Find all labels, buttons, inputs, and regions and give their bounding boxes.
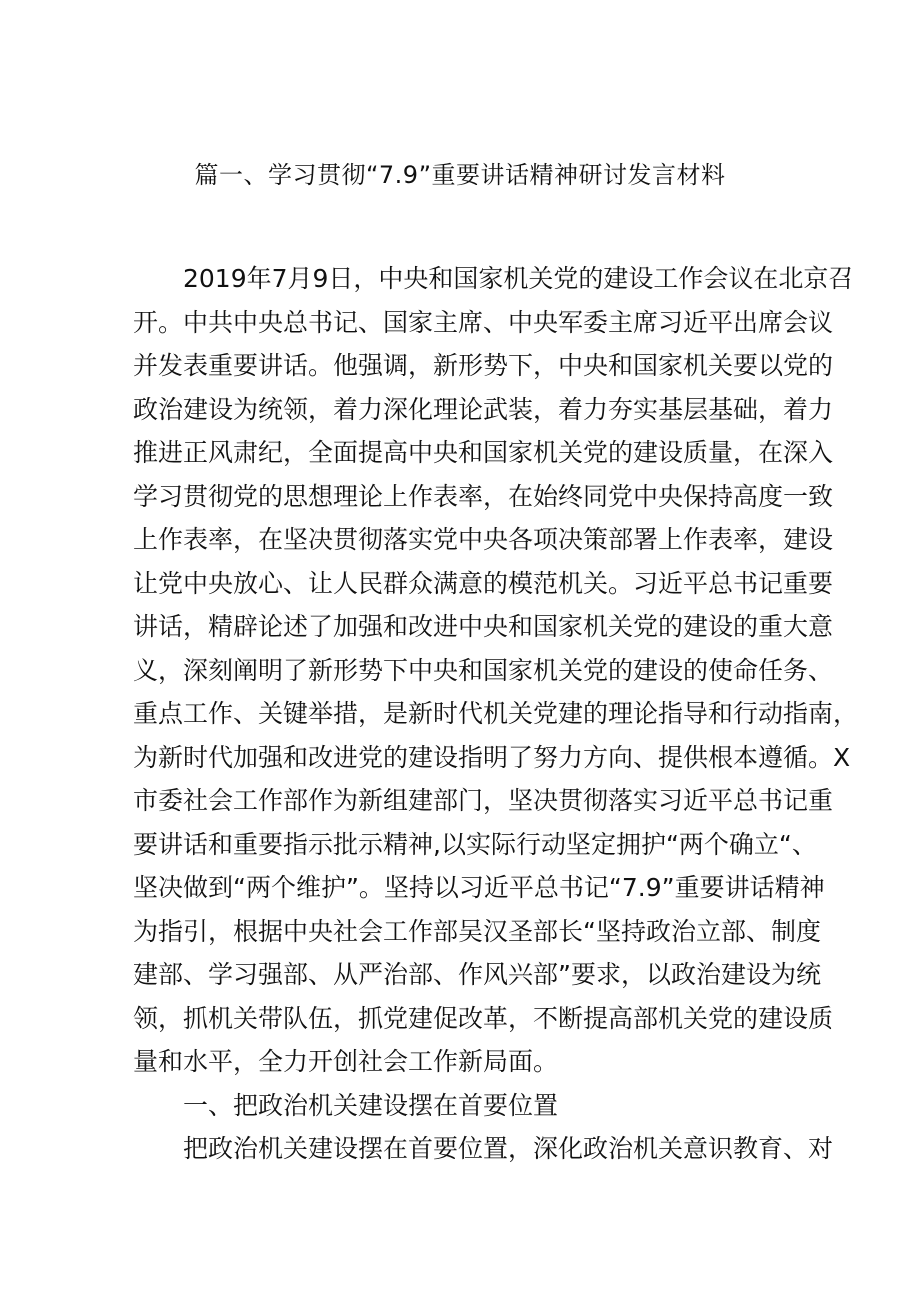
paragraph-line: 义，深刻阐明了新形势下中央和国家机关党的建设的使命任务、 (133, 655, 834, 685)
paragraph-line: 为新时代加强和改进党的建设指明了努力方向、提供根本遵循。X (133, 742, 851, 772)
paragraph-line: 坚决做到“两个维护”。坚持以习近平总书记“7.9”重要讲话精神 (133, 873, 825, 902)
document-title: 篇一、学习贯彻“7.9”重要讲话精神研讨发言材料 (194, 161, 726, 189)
paragraph-line: 推进正风肃纪，全面提高中央和国家机关党的建设质量，在深入 (133, 438, 834, 467)
paragraph-line: 上作表率，在坚决贯彻落实党中央各项决策部署上作表率，建设 (133, 525, 834, 554)
document-body (133, 257, 859, 1171)
paragraph-line: 领，抓机关带队伍，抓党建促改革，不断提高部机关党的建设质 (133, 1003, 834, 1033)
paragraph-line: 要讲话和重要指示批示精神,以实际行动坚定拥护“两个确立“、 (133, 829, 817, 859)
paragraph-line: 量和水平，全力开创社会工作新局面。 (133, 1047, 559, 1076)
paragraph-line: 市委社会工作部作为新组建部门，坚决贯彻落实习近平总书记重 (133, 786, 834, 815)
paragraph-line: 讲话，精辟论述了加强和改进中央和国家机关党的建设的重大意 (133, 612, 834, 641)
paragraph-line: 学习贯彻党的思想理论上作表率，在始终同党中央保持高度一致 (133, 481, 834, 511)
paragraph-line: 为指引，根据中央社会工作部吴汉圣部长“坚持政治立部、制度 (133, 916, 821, 946)
paragraph-line: 开。中共中央总书记、国家主席、中央军委主席习近平出席会议 (133, 307, 834, 337)
paragraph-line: 重点工作、关键举措，是新时代机关党建的理论指导和行动指南， (133, 699, 859, 728)
paragraph-line: 建部、学习强部、从严治部、作风兴部”要求，以政治建设为统 (133, 960, 821, 989)
section-heading: 一、把政治机关建设摆在首要位置 (183, 1090, 559, 1120)
paragraph-line: 2019年7月9日，中央和国家机关党的建设工作会议在北京召 (183, 264, 854, 293)
paragraph-line: 并发表重要讲话。他强调，新形势下，中央和国家机关要以党的 (133, 351, 834, 380)
paragraph-line: 政治建设为统领，着力深化理论武装，着力夯实基层基础，着力 (133, 394, 834, 424)
paragraph-line: 把政治机关建设摆在首要位置，深化政治机关意识教育、对 (183, 1134, 834, 1163)
paragraph-line: 让党中央放心、让人民群众满意的模范机关。习近平总书记重要 (133, 568, 834, 598)
